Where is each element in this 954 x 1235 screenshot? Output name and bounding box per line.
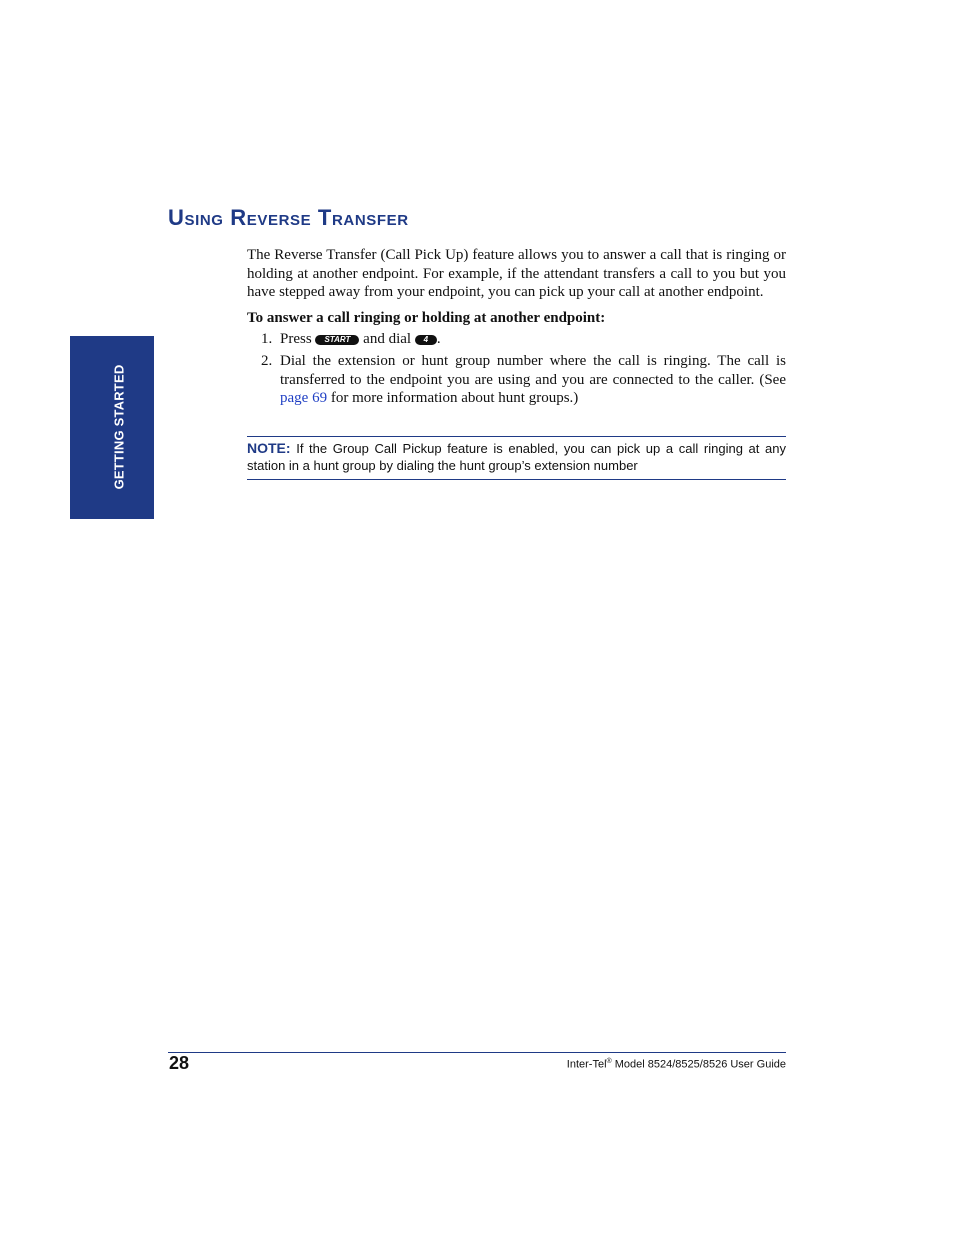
step-text: for more information about hunt groups.)	[330, 390, 579, 407]
step-2	[247, 352, 786, 408]
footer-rule	[168, 1052, 786, 1053]
side-tab-label: GETTING STARTED	[111, 364, 127, 490]
step-number: 2.	[261, 352, 273, 369]
step-text: Press	[280, 331, 312, 348]
procedure-heading: To answer a call ringing or holding at another endpoint:	[247, 310, 606, 327]
page-number: 28	[169, 1053, 190, 1073]
brand: Inter-Tel	[566, 1058, 607, 1071]
procedure-steps	[247, 330, 786, 408]
start-key-icon: START	[315, 335, 359, 345]
footer-title	[567, 1054, 786, 1073]
content	[247, 246, 786, 411]
step-1	[247, 330, 786, 349]
step-text: and dial	[363, 331, 412, 348]
note-text: If the Group Call Pickup feature is enabled, you can pick up a call ringing at any station in a hunt group by dialing the hunt group’s extension number	[247, 441, 786, 473]
step-text: Dial the extension or hunt group number where the call is ringing. The call is transferred to the endpoint you are using and you are connected to the caller. (See	[280, 352, 786, 388]
note-label: NOTE:	[247, 440, 291, 456]
intro-paragraph: The Reverse Transfer (Call Pick Up) feature allows you to answer a call that is ringing or holding at another endpoint. For example, if the attendant transfers a call to you but you have stepped away from your endpoint, you can pick up your call at another endpoint.	[247, 247, 786, 301]
page-link[interactable]: page 69	[280, 390, 328, 407]
section-title: Using Reverse Transfer	[168, 205, 409, 230]
step-end: .	[436, 331, 441, 348]
step-number: 1.	[261, 331, 273, 348]
registered-mark: ®	[606, 1058, 612, 1065]
note-box	[247, 436, 786, 480]
digit-key-icon: 4	[415, 335, 437, 345]
guide-title: Model 8524/8525/8526 User Guide	[614, 1058, 786, 1071]
